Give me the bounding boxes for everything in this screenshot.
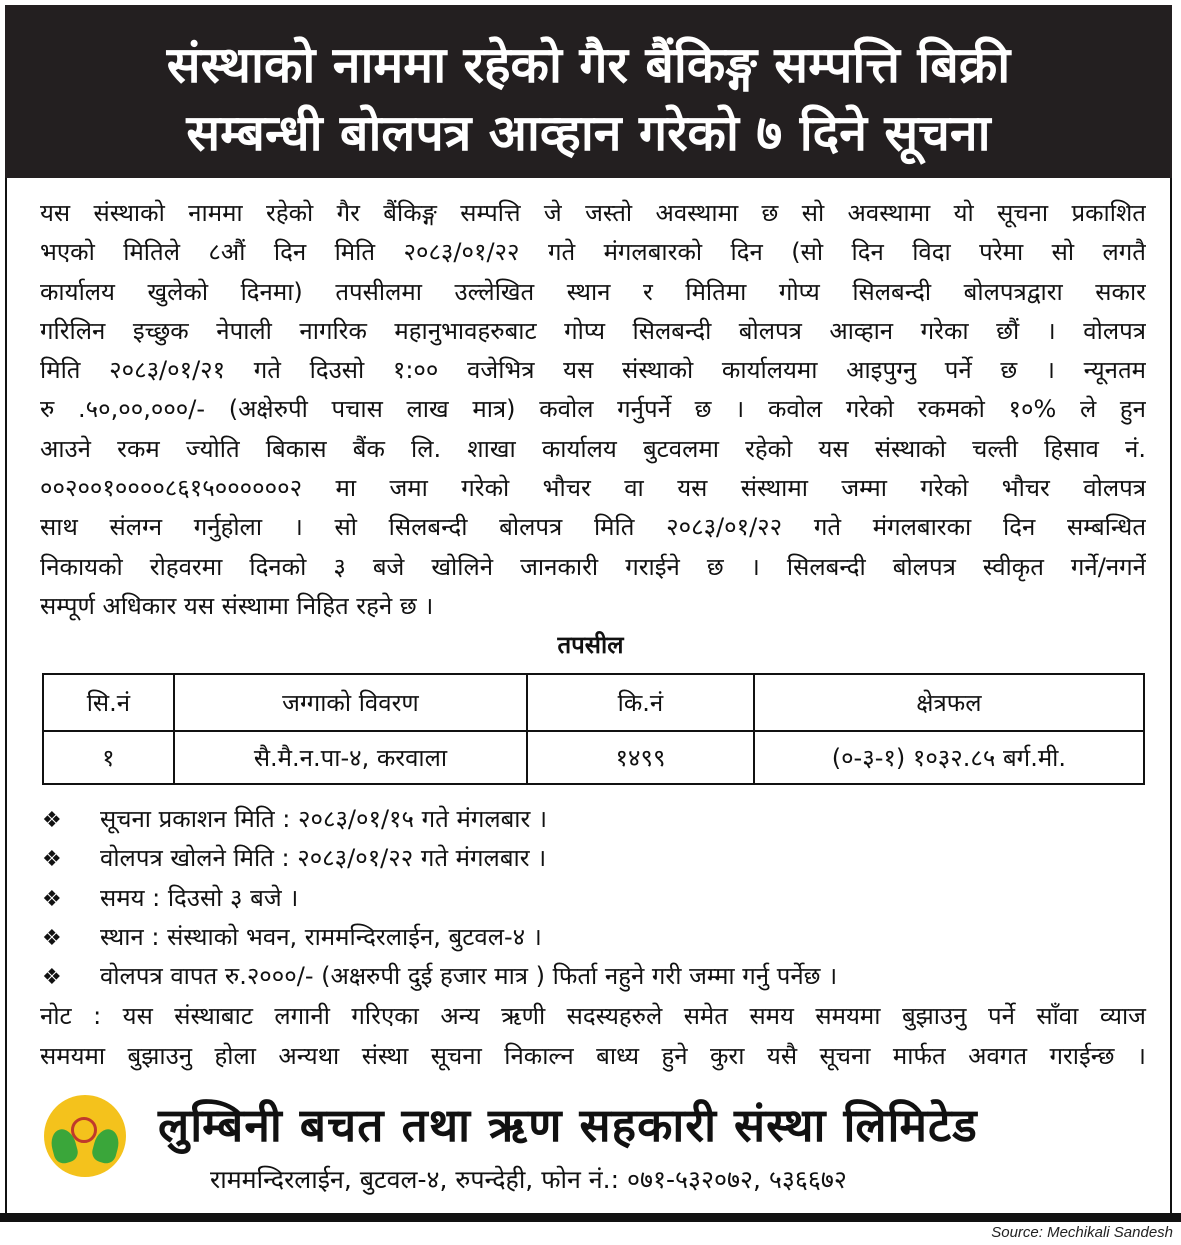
list-item-text: वोलपत्र वापत रु.२०००/- (अक्षरुपी दुई हजार मात्र ) फिर्ता नहुने गरी जम्मा गर्नु पर्नेछ । bbox=[100, 962, 838, 991]
diamond-bullet-icon: ❖ bbox=[42, 965, 62, 991]
note-line: नोट : यस संस्थाबाट लगानी गरिएका अन्य ऋणी सदस्यहरुले समेत समय समयमा बुझाउनु पर्ने साँवा व्याज bbox=[40, 1002, 1146, 1030]
notice-header bbox=[5, 5, 1172, 178]
cell-land-description: सै.मै.न.पा-४, करवाला bbox=[174, 731, 527, 784]
organization-name: लुम्बिनी बचत तथा ऋण सहकारी संस्था लिमिटेड bbox=[158, 1098, 978, 1152]
column-header: सि.नं bbox=[43, 674, 174, 731]
column-header: जग्गाको विवरण bbox=[174, 674, 527, 731]
column-header: कि.नं bbox=[527, 674, 754, 731]
body-line: सम्पूर्ण अधिकार यस संस्थामा निहित रहने छ । bbox=[40, 591, 434, 620]
cell-area: (०-३-१) १०३२.८५ बर्ग.मी. bbox=[754, 731, 1144, 784]
body-line: ००२००१००००८६१५००००००२ मा जमा गरेको भौचर वा यस संस्थामा जम्मा गरेको भौचर वोलपत्र bbox=[40, 474, 1146, 503]
notice-body bbox=[40, 194, 1146, 626]
diamond-bullet-icon: ❖ bbox=[42, 808, 62, 833]
property-table bbox=[42, 673, 1145, 785]
table-header-row bbox=[43, 674, 1144, 731]
list-item bbox=[42, 957, 837, 996]
diamond-bullet-icon: ❖ bbox=[42, 886, 62, 912]
title-line-1: संस्थाको नाममा रहेको गैर बैंकिङ्ग सम्पत्ति बिक्री bbox=[166, 36, 1011, 94]
cell-plot-number: १४९९ bbox=[527, 731, 754, 784]
body-line: रु .५०,००,०००/- (अक्षेरुपी पचास लाख मात्र) कवोल गर्नुपर्ने छ । कवोल गरेको रकमको १०% ले हुन bbox=[40, 395, 1146, 424]
bottom-rule bbox=[0, 1213, 1181, 1222]
list-item bbox=[42, 879, 837, 918]
body-line: साथ संलग्न गर्नुहोला । सो सिलबन्दी बोलपत्र मिति २०८३/०१/२२ गते मंगलबारका दिन सम्बन्धित bbox=[40, 513, 1146, 542]
table-row bbox=[43, 731, 1144, 784]
note-line: समयमा बुझाउनु होला अन्यथा संस्था सूचना निकाल्न बाध्य हुने कुरा यसै सूचना मार्फत अवगत गराईन्छ । bbox=[40, 1042, 1146, 1070]
title-line-2: सम्बन्धी बोलपत्र आव्हान गरेको ७ दिने सूचना bbox=[186, 104, 991, 162]
note bbox=[40, 996, 1146, 1076]
list-item bbox=[42, 918, 837, 957]
list-item-text: समय : दिउसो ३ बजे । bbox=[100, 883, 299, 912]
body-line: निकायको रोहवरमा दिनको ३ बजे खोलिने जानकारी गराईने छ । सिलबन्दी बोलपत्र स्वीकृत गर्ने/नगर्ने bbox=[40, 552, 1146, 581]
diamond-bullet-icon: ❖ bbox=[42, 847, 62, 873]
list-item bbox=[42, 800, 837, 839]
tapsil-heading: तपसील bbox=[557, 631, 624, 659]
column-header: क्षेत्रफल bbox=[754, 674, 1144, 731]
body-line: आउने रकम ज्योति बिकास बैंक लि. शाखा कार्यालय बुटवलमा रहेको यस संस्थाको चल्ती हिसाव नं. bbox=[40, 434, 1146, 463]
list-item-text: वोलपत्र खोलने मिति : २०८३/०१/२२ गते मंगलबार । bbox=[100, 844, 547, 873]
cooperative-logo-icon bbox=[44, 1095, 126, 1177]
body-line: यस संस्थाको नाममा रहेको गैर बैंकिङ्ग सम्पत्ति जे जस्तो अवस्थामा छ सो अवस्थामा यो सूचना प्रकाशित bbox=[40, 199, 1146, 227]
body-line: गरिलिन इच्छुक नेपाली नागरिक महानुभावहरुबाट गोप्य सिलबन्दी बोलपत्र आव्हान गरेका छौं । वोलपत्र bbox=[40, 316, 1146, 345]
list-item bbox=[42, 839, 837, 878]
source-credit: Source: Mechikali Sandesh bbox=[991, 1224, 1173, 1241]
body-line: भएको मितिले ८औं दिन मिति २०८३/०१/२२ गते मंगलबारको दिन (सो दिन विदा परेमा सो लगतै bbox=[40, 238, 1146, 267]
diamond-bullet-icon: ❖ bbox=[42, 925, 62, 951]
list-item-text: सूचना प्रकाशन मिति : २०८३/०१/१५ गते मंगलबार । bbox=[100, 805, 548, 833]
organization-address: राममन्दिरलाईन, बुटवल-४, रुपन्देही, फोन नं.: ०७१-५३२०७२, ५३६६७२ bbox=[210, 1165, 847, 1194]
list-item-text: स्थान : संस्थाको भवन, राममन्दिरलाईन, बुटवल-४ । bbox=[100, 922, 542, 951]
body-line: मिति २०८३/०१/२१ गते दिउसो १:०० वजेभित्र यस संस्थाको कार्यालयमा आइपुग्नु पर्ने छ । न्यूनतम bbox=[40, 356, 1146, 385]
cell-serial: १ bbox=[43, 731, 174, 784]
bullet-list bbox=[42, 800, 837, 996]
body-line: कार्यालय खुलेको दिनमा) तपसीलमा उल्लेखित स्थान र मितिमा गोप्य सिलबन्दी बोलपत्रद्वारा सकार bbox=[40, 277, 1146, 306]
